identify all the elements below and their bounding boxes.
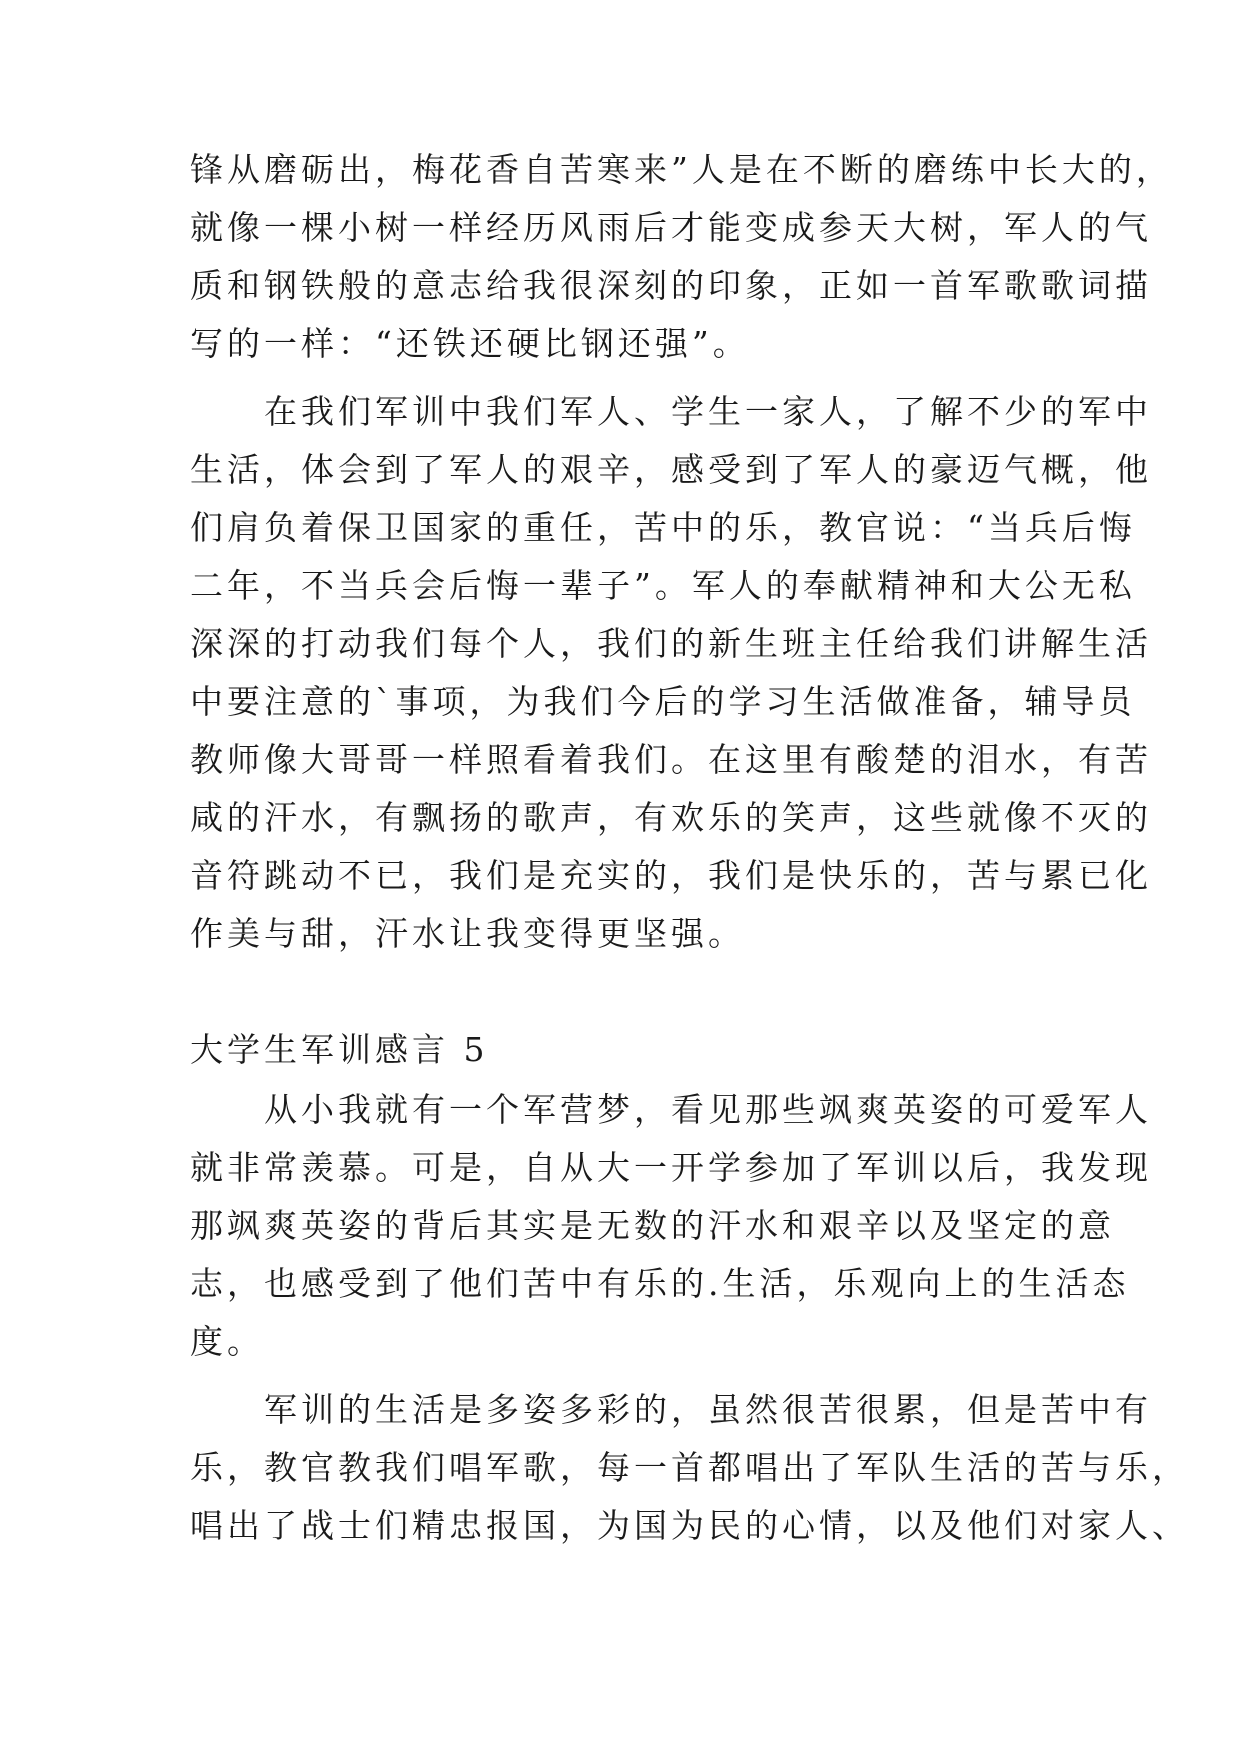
paragraph-1 (190, 141, 1173, 373)
text-line: 写的一样：“还铁还硬比钢还强”。 (190, 324, 750, 363)
text-line: 锋从磨砺出，梅花香自苦寒来”人是在不断的磨练中长大的， (190, 150, 1173, 189)
text-line: 就像一棵小树一样经历风雨后才能变成参天大树，军人的气 (190, 208, 1152, 247)
text-line: 们肩负着保卫国家的重任，苦中的乐，教官说：“当兵后悔 (190, 508, 1136, 547)
paragraph-2 (190, 383, 1152, 963)
paragraph-3 (190, 1081, 1152, 1371)
text-line: 军训的生活是多姿多彩的，虽然很苦很累，但是苦中有 (190, 1390, 1152, 1429)
text-line: 质和钢铁般的意志给我很深刻的印象，正如一首军歌歌词描 (190, 266, 1152, 305)
text-line: 乐，教官教我们唱军歌，每一首都唱出了军队生活的苦与乐， (190, 1448, 1189, 1487)
text-line: 那飒爽英姿的背后其实是无数的汗水和艰辛以及坚定的意 (190, 1206, 1115, 1245)
text-line: 音符跳动不已，我们是充实的，我们是快乐的，苦与累已化 (190, 856, 1152, 895)
article-body-bottom (190, 1081, 1189, 1555)
text-line: 志，也感受到了他们苦中有乐的.生活，乐观向上的生活态 (190, 1264, 1130, 1303)
section-heading-block (190, 1021, 1060, 1079)
text-line: 中要注意的`事项，为我们今后的学习生活做准备，辅导员 (190, 682, 1136, 721)
text-line: 唱出了战士们精忠报国，为国为民的心情，以及他们对家人、 (190, 1506, 1189, 1545)
text-line: 生活，体会到了军人的艰辛，感受到了军人的豪迈气概，他 (190, 450, 1152, 489)
section-heading: 大学生军训感言 5 (190, 1030, 489, 1069)
text-line: 度。 (190, 1322, 264, 1361)
text-line: 深深的打动我们每个人，我们的新生班主任给我们讲解生活 (190, 624, 1152, 663)
text-line: 就非常羡慕。可是，自从大一开学参加了军训以后，我发现 (190, 1148, 1152, 1187)
text-line: 二年，不当兵会后悔一辈子”。军人的奉献精神和大公无私 (190, 566, 1136, 605)
paragraph-4 (190, 1381, 1189, 1555)
article-body-top (190, 141, 1173, 963)
text-line: 在我们军训中我们军人、学生一家人，了解不少的军中 (190, 392, 1152, 431)
text-line: 咸的汗水，有飘扬的歌声，有欢乐的笑声，这些就像不灭的 (190, 798, 1152, 837)
text-line: 从小我就有一个军营梦，看见那些飒爽英姿的可爱军人 (190, 1090, 1152, 1129)
text-line: 教师像大哥哥一样照看着我们。在这里有酸楚的泪水，有苦 (190, 740, 1152, 779)
text-line: 作美与甜，汗水让我变得更坚强。 (190, 914, 745, 953)
